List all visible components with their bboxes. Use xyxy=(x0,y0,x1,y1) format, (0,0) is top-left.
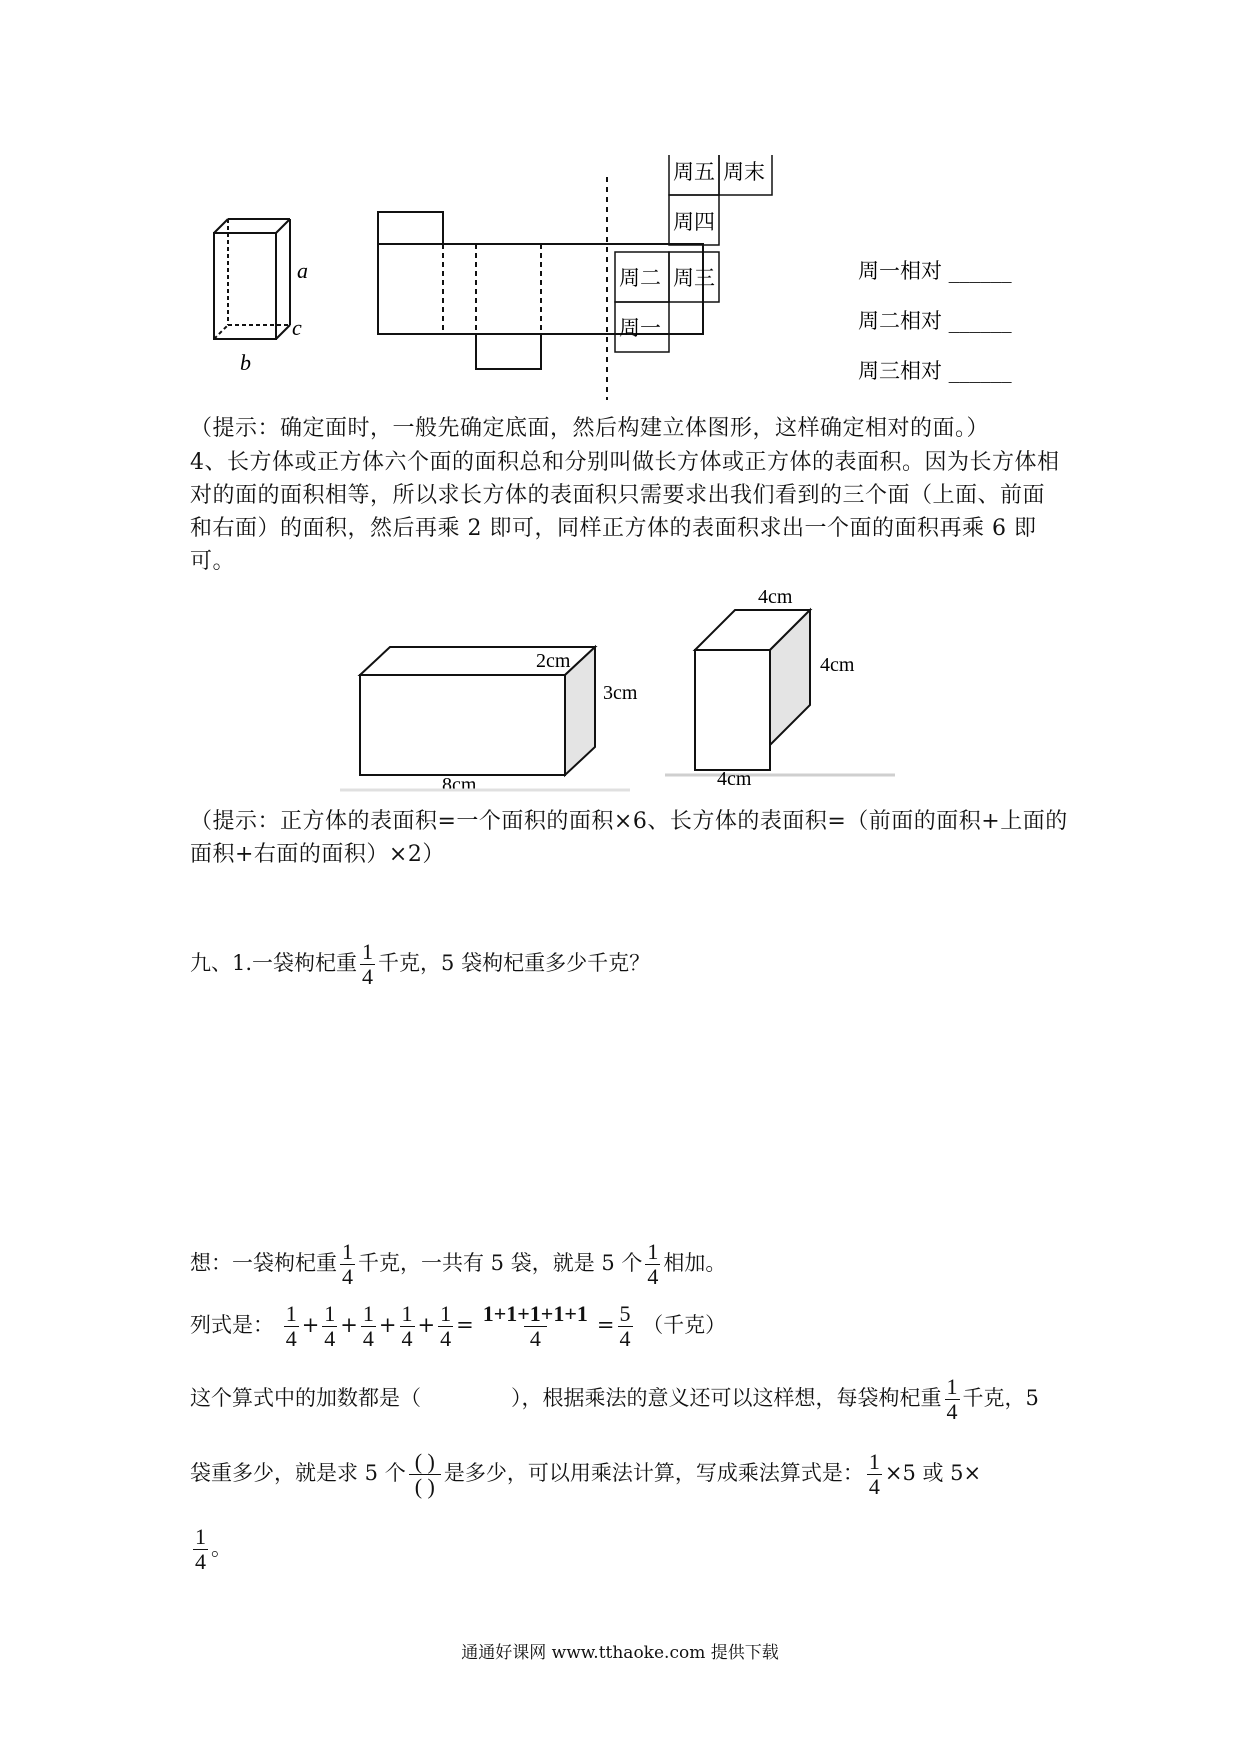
face-weekend: 周末 xyxy=(723,160,765,184)
opposite-question-1: 周一相对 ______ xyxy=(858,259,1012,283)
problem-question: 九、1.一袋枸杞重 $\frac{1}{4}$ 千克，5 袋枸杞重多少千克？ xyxy=(190,939,651,989)
result-fraction: $\frac{5}{4}$ xyxy=(619,1301,631,1351)
fraction-one-quarter: $\frac{1}{4}$ xyxy=(362,939,374,989)
think-line: 想：一袋枸杞重 $\frac{1}{4}$ 千克，一共有 5 袋，就是 5 个 $\frac{1}{4}$ 相加。 xyxy=(190,1239,727,1289)
formula-line: 列式是： $\frac{1}{4}$ + $\frac{1}{4}$ + $\frac{1}{4}$ + $\frac{1}{4}$ + $\frac{1}{4}$ = $\frac{1+1+1+1+1}{4}$ = $\frac{5}{4}$ （千克） xyxy=(190,1301,727,1351)
hint-1: （提示：确定面时，一般先确定底面，然后构建立体图形，这样确定相对的面。） xyxy=(190,416,990,441)
final-fraction-line: $\frac{1}{4}$ 。 xyxy=(195,1524,232,1574)
cube-drawing xyxy=(214,219,290,339)
multiplication-line: 袋重多少，就是求 5 个 $\frac{( )}{( )}$ 是多少，可以用乘法计算，写成乘法算式是： $\frac{1}{4}$ ×5 或 5× xyxy=(190,1449,982,1499)
opposite-question-3: 周三相对 ______ xyxy=(858,359,1012,383)
face-tue: 周二 xyxy=(619,266,661,290)
cube-label-a: a xyxy=(297,258,308,283)
cube-label-b: b xyxy=(240,350,251,375)
cuboid-length-label: 8cm xyxy=(442,774,477,795)
blank-fraction: $\frac{( )}{( )}$ xyxy=(409,1450,441,1499)
face-wed: 周三 xyxy=(673,266,715,290)
sum-fraction: $\frac{1+1+1+1+1}{4}$ xyxy=(482,1301,588,1351)
cuboid-height-label: 3cm xyxy=(603,682,638,704)
paragraph-surface-area: 4、长方体或正方体六个面的面积总和分别叫做长方体或正方体的表面积。因为长方体相对的面的面积相等，所以求长方体的表面积只需要求出我们看到的三个面（上面、前面和右面）的面积，然后再乘 2 即可，同样正方体的表面积求出一个面的面积再乘 6 即可。 xyxy=(190,450,1060,574)
page-footer: 通通好课网 www.tthaoke.com 提供下载 xyxy=(461,1643,779,1663)
cube-bottom-label: 4cm xyxy=(717,768,752,790)
cube-and-net-figure xyxy=(190,155,1070,405)
cube-solid-drawing xyxy=(695,610,810,770)
opposite-question-2: 周二相对 ______ xyxy=(858,309,1012,333)
face-fri: 周五 xyxy=(673,160,715,184)
addend-question-line: 这个算式中的加数都是（ ），根据乘法的意义还可以这样想，每袋枸杞重 $\frac{1}{4}$ 千克，5 xyxy=(190,1374,1039,1424)
face-thu: 周四 xyxy=(673,210,715,234)
cube-top-label: 4cm xyxy=(758,586,793,608)
cuboid-and-cube-figure xyxy=(340,585,920,795)
cuboid-depth-label: 2cm xyxy=(536,650,571,672)
face-mon: 周一 xyxy=(619,316,661,340)
cube-label-c: c xyxy=(292,315,302,340)
hint-2: （提示：正方体的表面积=一个面积的面积×6、长方体的表面积=（前面的面积+上面的面积+右面的面积）×2） xyxy=(190,809,1068,867)
cube-side-label: 4cm xyxy=(820,654,855,676)
